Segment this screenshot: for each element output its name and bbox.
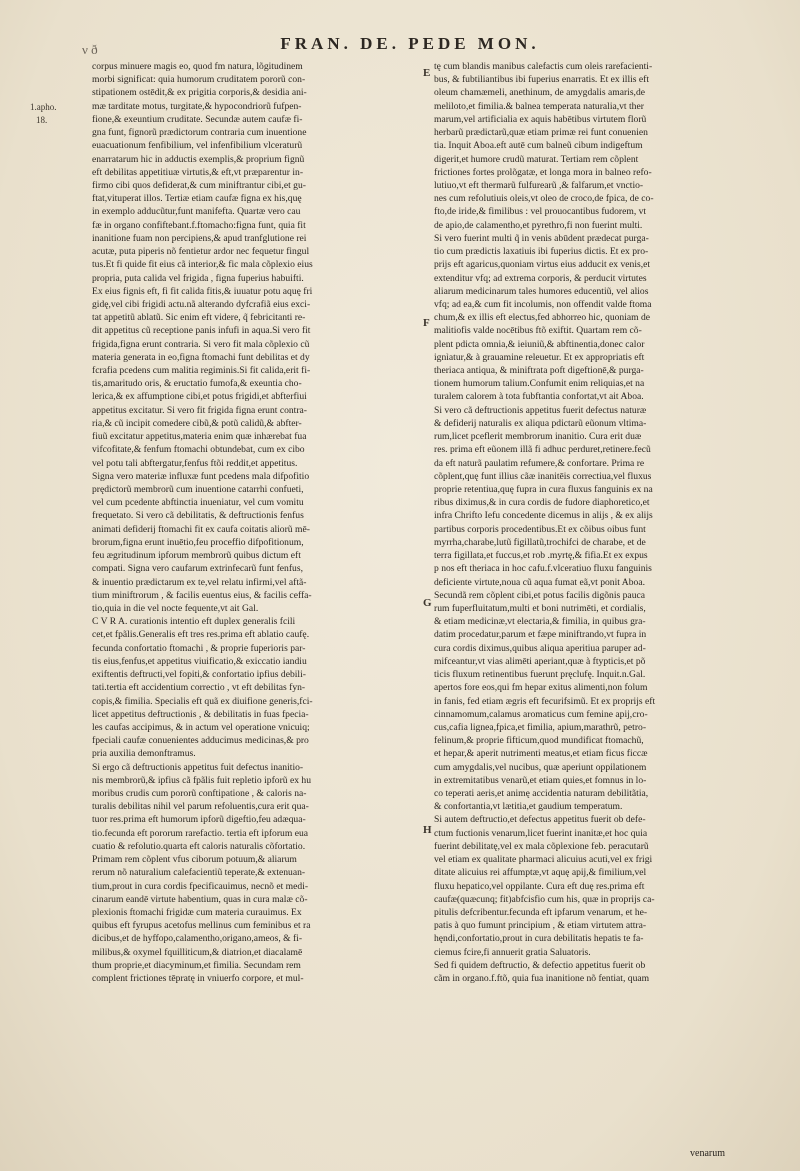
text-line: rerum nõ naturalium calefacientiũ teperate,& extenuan-: [92, 867, 306, 879]
text-line: C V R A. curationis intentio eft duplex generalis fcili: [92, 616, 296, 628]
text-line: nes cum refolutiuis oleis,vt oleo de croco,de fpica, de co-: [434, 193, 654, 205]
text-line: apertos fore eos,qui fm hepar exitus alimenti,non folum: [434, 682, 648, 694]
text-line: & inuentio prædictarum ex te,vel relatu infirmi,vel aftã-: [92, 576, 307, 588]
text-line: vel cum pcedente abftinctia inueniatur, vel cum vomitu: [92, 497, 304, 509]
text-line: myrrha,charabe,lutũ figillatũ,trochifci de charabe, et de: [434, 536, 646, 548]
text-line: res. prima eft eũonem illã fi adhuc perduret,retinere.fecũ: [434, 444, 651, 456]
text-line: in extremitatibus venarũ,et etiam quies,et fomnus in lo-: [434, 774, 647, 786]
text-line: brorum,figna erunt inuētio,feu proceffio difpofitionum,: [92, 536, 304, 548]
text-line: tium miniftrorum , & facilis euentus eius, & facilis ceffa-: [92, 589, 312, 601]
text-line: marum,vel artificialia ex aquis habētibus virtutem florũ: [434, 113, 647, 125]
running-head: FRAN. DE. PEDE MON.: [280, 34, 540, 53]
text-line: & etiam medicinæ,vt electaria,& fimilia, in quibus gra-: [434, 616, 646, 628]
text-line: ditate alicuius rei affumptæ,vt aquę apij,& fimilium,vel: [434, 867, 647, 879]
text-line: p nos eft theriaca in hoc cafu.f.vlceratiuo fluxu fanguinis: [434, 563, 652, 575]
text-line: co teperati aeris,et animę accidentia naturam debilitãtia,: [434, 788, 649, 800]
text-line: ctum fuctionis venarum,licet fuerint inanitæ,et hoc quia: [434, 827, 648, 839]
text-line: rum fuperfluitatum,multi et boni nutrimēti, et cordialis,: [434, 602, 646, 614]
text-line: pria auxilia demonftramus.: [92, 748, 196, 760]
text-line: terra figillata,et fuccus,et rob .myrtę,& fifia.Et ex expus: [434, 550, 648, 562]
text-line: cum amygdalis,vel nucibus, quæ aperiunt oppilationem: [434, 761, 647, 773]
text-line: tati.tertia eft accidentium correctio , vt eft debilitas fyn-: [92, 682, 306, 694]
text-line: dicibus,et de hyffopo,calamentho,origano,ameos, & fi-: [92, 933, 303, 945]
text-line: Si vero fuerint multi q̃ in venis abūdent prædecat purga-: [434, 232, 649, 244]
section-letter-h: H: [423, 824, 432, 836]
text-line: fione,& exeuntium cruditate. Secundæ autem caufæ fi-: [92, 113, 303, 125]
text-line: tuor res.prima eft humorum ipforũ digeftio,feu adæqua-: [92, 814, 306, 826]
text-line: tat appetitũ ablatũ. Sic enim eft videre, q̃ febricitanti re-: [92, 312, 306, 324]
text-line: ciemus fcire,fi annuerit gratia Saluatoris.: [434, 946, 591, 958]
text-line: chum,& ex illis eft electus,fed abhorreo hic, quoniam de: [434, 312, 651, 324]
text-line: extenditur vfq; ad extrema corporis, & perducit virtutes: [434, 272, 647, 284]
text-line: vifcofitate,& fenfum ftomachi obtundebat, cum ex cibo: [92, 444, 305, 456]
text-line: tium,prout in cura cordis fpecificauimus, necnõ et medi-: [92, 880, 309, 892]
text-line: cãm in organo.f.ftõ, quia fua inanitione nõ fentiat, quam: [434, 973, 650, 985]
text-line: tio.fecunda eft pororum rarefactio. tertia eft ipforum eua: [92, 827, 309, 839]
left-text-column: [92, 60, 422, 985]
text-line: appetitus excitatur. Si vero fit frigida figna erunt contra-: [92, 404, 307, 416]
text-line: fcrafia pcedens cum malitia regiminis.Si fit calida,erit fi-: [92, 365, 311, 377]
text-line: quibus eft fyrupus acetofus mellinus cum feminibus et ra: [92, 920, 311, 932]
text-line: cinarum eandē virtute habentium, quas in cura malæ cõ-: [92, 893, 308, 905]
text-line: tus.Et fi quide fit eius cã interior,& fic mala cõplexio eius: [92, 259, 313, 271]
text-line: dit appetitus cũ receptione panis infufi in aqua.Si vero fit: [92, 325, 311, 337]
text-line: animati defiderij ftomachi fit ex caufa coitatis aliorũ mē-: [92, 523, 310, 535]
text-line: tionem humorum talium.Confumit enim reliquias,et na: [434, 378, 645, 390]
text-line: infra Chrifto Iefu concedente dicemus in alijs , & ex alijs: [434, 510, 653, 522]
text-line: Signa vero materiæ influxæ funt pcedens mala difpofitio: [92, 470, 310, 482]
text-line: ftat,vituperat illos. Tertiæ etiam caufæ figna ex his,quę: [92, 193, 302, 205]
section-letter-e: E: [423, 67, 431, 79]
text-line: lerica,& ex affumptione cibi,et potus frigidi,et abfterfiui: [92, 391, 307, 403]
text-line: les caufas accipimus, & in actum vel operatione vnicuiq;: [92, 721, 310, 733]
text-line: hęndi,confortatio,prout in cura debilitatis hepatis te fa-: [434, 933, 644, 945]
text-line: caufæ(quæcunq; fit)abfcisfio cum his, quæ in proprijs ca-: [434, 893, 655, 905]
text-line: malitiofis valde nocētibus ftõ exiftit. Quartam rem cõ-: [434, 325, 642, 337]
text-line: gidę,vel cibi frigidi actu.nã alterando dyfcrafiã eius exci-: [92, 298, 311, 310]
text-line: prijs eft agaricus,quoniam virtus eius adducit ex venis,et: [434, 259, 651, 271]
text-line: patis à quo fumunt principium , & etiam virtutem attra-: [434, 920, 647, 932]
text-line: Si autem deftructio,et defectus appetitus fuerit ob defe-: [434, 814, 646, 826]
text-line: morbi significat: quia humorum cruditatem pororũ con-: [92, 74, 306, 86]
text-line: vfq; ad ea,& cum fit incolumis, non offendit valde ftoma: [434, 298, 652, 310]
text-line: frequetato. Si vero cã debilitatis, & deftructionis fenfus: [92, 510, 304, 522]
text-line: cuatio & refolutio.quarta eft caloris naturalis cõfortatio.: [92, 840, 306, 852]
text-line: fecunda confortatio ftomachi , & proprie fuperioris par-: [92, 642, 306, 654]
text-line: stipationem ostēdit,& ex prigitia corporis,& desidia ani-: [92, 87, 307, 99]
text-line: ribus diximus,& in cura cordis de fudore diaphoretico,et: [434, 497, 650, 509]
text-line: turalis debilitas nihil vel parum refoluentis,cura erit qua-: [92, 801, 309, 813]
text-line: copis,& fimilia. Specialis eft quã ex diuifione generis,fci-: [92, 695, 313, 707]
text-line: in fanis, fed etiam ægris eft fecurifsimũ. Et ex proprijs eft: [434, 695, 656, 707]
text-line: materia generata in eo,figna ftomachi funt debilitas et dy: [92, 351, 310, 363]
text-line: fpeciali caufæ conuenientes adducimus medicinas,& pro: [92, 735, 309, 747]
text-line: tia. Inquit Aboa.eft autē cum balneũ cibum indigeftum: [434, 140, 643, 152]
text-line: oleum chamæmeli, anethinum, de amygdalis amaris,de: [434, 87, 646, 99]
text-line: plexionis ftomachi frigidæ cum materia curauimus. Ex: [92, 907, 302, 918]
text-line: exiftentis deftructi,vel fopiti,& confortatio ipfius debili-: [92, 669, 306, 681]
text-line: corpus minuere magis eo, quod fm natura, lõgitudinem: [92, 61, 303, 72]
text-line: partibus corporis procedentibus.Et ex cõibus oibus funt: [434, 523, 646, 535]
section-letter-f: F: [423, 317, 430, 329]
text-line: Si ergo cã deftructionis appetitus fuit defectus inanitio-: [92, 761, 304, 773]
text-line: theriaca antiqua, & miniftrata poft digeftionē,& purga-: [434, 365, 644, 377]
text-line: Secundã rem cõplent cibi,et potus facilis digõnis pauca: [434, 589, 646, 601]
text-line: cet,et fpãlis.Generalis eft tres res.prima eft ablatio caufę.: [92, 629, 310, 641]
text-line: enarratarum hic in adductis exemplis,& proprium fignũ: [92, 153, 305, 165]
text-line: rum,licet pceflerit membrorum inanitio. Cura erit duæ: [434, 431, 642, 443]
text-line: eft debilitas appetitiuæ virtutis,& eft,vt præparentur in-: [92, 166, 304, 178]
text-line: thum proprie,et diacyminum,et fimilia. Secundam rem: [92, 959, 301, 971]
text-line: bus, & fubtiliantibus ibi fuperius enarratis. Et ex illis eft: [434, 74, 650, 86]
text-line: nis membrorũ,& ipfius cã fpãlis fuit repletio ipforũ ex hu: [92, 774, 312, 786]
text-line: Sed fi quidem deftructio, & defectio appetitus fuerit ob: [434, 959, 646, 971]
text-line: ticis fluxum retinentibus fuerunt pręclufę. Inquit.n.Gal.: [434, 669, 646, 681]
text-line: Ex eius fignis eft, fi fit calida fitis,& iuuatur potu aquę fri: [92, 285, 313, 297]
text-line: pitulis defcribentur.fecunda eft ipfarum venarum, et he-: [434, 907, 648, 918]
text-line: tę cum blandis manibus calefactis cum oleis rarefacienti-: [434, 61, 653, 72]
text-line: tis eius,fenfus,et appetitus viuificatio,& exiccatio iandiu: [92, 655, 307, 667]
text-line: aliarum medicinarum tales humores educentiũ, vel alios: [434, 285, 649, 297]
text-line: in exemplo adducũtur,funt manifefta. Quartæ vero cau: [92, 206, 301, 218]
text-line: euacuationum fenfibilium, vel infenfibilium vlceraturũ: [92, 140, 303, 152]
text-line: digerit,et humore crudũ maturat. Tertiam rem cõplent: [434, 153, 639, 165]
text-line: fto,de iride,& fimilibus : vel prouocantibus fudorem, vt: [434, 206, 647, 218]
text-line: herbarũ prædictarũ,quæ etiam primæ rei funt conuenien: [434, 127, 648, 139]
corner-mark: ν ð: [82, 42, 98, 57]
text-line: Si vero cã deftructionis appetitus fuerit defectus naturæ: [434, 404, 647, 416]
text-line: fuerint debilitatę,vel ex mala cõplexione feb. peracutarũ: [434, 840, 649, 852]
margin-note-aphorism: 1.apho.: [30, 102, 57, 112]
text-line: vel potu tali abftergatur,fenfus ftõi reddit,et appetitus.: [92, 457, 298, 469]
text-line: tio,quia in die vel nocte fequente,vt ait Gal.: [92, 602, 259, 614]
text-line: tio cum prædictis laxatiuis ibi fuperius dictis. Et ex pro-: [434, 246, 649, 258]
text-line: & confortantia,vt lætitia,et gaudium temperatum.: [434, 801, 623, 813]
text-line: de apio,de calamentho,et pyrethro,fi non fuerint multi.: [434, 219, 643, 231]
text-line: Primam rem cõplent vfus ciborum potuum,& aliarum: [92, 854, 297, 866]
text-line: prędictorũ membrorũ cum inuentione catarrhi confueti,: [92, 484, 304, 495]
text-line: gna funt, fignorũ prædictorum contraria cum inuentione: [92, 127, 307, 139]
text-line: turalem calorem à tota fubftantia confortat,vt ait Aboa.: [434, 391, 644, 403]
text-line: & defiderij naturalis ex aliqua pdictarũ eũonum vltima-: [434, 417, 647, 429]
text-line: milibus,& oxymel fquilliticum,& diatrion,et diacalamē: [92, 946, 303, 958]
text-line: et hepar,& aperit nutrimenti meatus,et etiam ficus ficcæ: [434, 748, 648, 760]
text-line: meliloto,et fimilia.& balnea temperata naturalia,vt ther: [434, 100, 644, 112]
text-line: cõplent,quę funt illius cãæ inanitēis correctiua,vel fluxus: [434, 470, 652, 482]
text-line: plent pdicta omnia,& ieiuniũ,& abftinentia,donec calor: [434, 338, 645, 350]
text-line: moribus crudis cum pororũ conftipatione , & caloris na-: [92, 788, 307, 800]
text-line: cus,cafia lignea,fpica,et fimilia, apium,marathrũ, petro-: [434, 721, 647, 733]
text-line: inanitione fuam non percipiens,& apud tranfglutione rei: [92, 232, 307, 244]
text-line: complent frictiones tēpratę in vniuerfo corpore, et mul-: [92, 973, 304, 985]
text-line: mifceantur,vt vias alimēti aperiant,quæ à ftypticis,et põ: [434, 655, 646, 667]
text-line: fæ in organo confiftebant.f.ftomacho:figna funt, quia fit: [92, 219, 306, 231]
text-line: compati. Signa vero caufarum extrinfecarũ funt fenfus,: [92, 563, 303, 575]
text-line: vel etiam ex qualitate pharmaci alicuius acuti,vel ex frigi: [434, 854, 653, 866]
text-line: ignìatur,& à grauamine releuetur. Et ex appropriatis eft: [434, 351, 645, 363]
text-line: datim procedatur,parum et fæpe miniftrando,vt fupra in: [434, 629, 647, 641]
text-line: cinnamomum,calamus aromaticus cum femine apij,cro-: [434, 708, 648, 720]
text-line: frigida,figna erunt contraria. Si vero fit mala cõplexio cũ: [92, 338, 310, 350]
text-line: deficiente virtute,noua cũ aqua fumat eã,vt ponit Aboa.: [434, 576, 645, 588]
margin-note-number: 18.: [36, 115, 48, 125]
text-line: mæ tarditate motus, turgitate,& hypocondriorũ fufpen-: [92, 100, 302, 112]
text-line: tis,amaritudo oris, & eructatio fumofa,& exeuntia cho-: [92, 378, 302, 390]
text-line: propria, puta calida vel frigida , figna fuperius habuifti.: [92, 272, 304, 284]
text-line: cura cordis diximus,quibus aliqua aperitiua paruper ad-: [434, 642, 646, 654]
text-line: frictiones fortes prolõgatæ, et longa mora in balneo refo-: [434, 166, 652, 178]
text-line: fiuũ excitatur appetitus,materia enim quæ inhærebat fua: [92, 431, 307, 443]
right-text-column: [434, 60, 770, 985]
text-line: ria,& cũ incipit comedere cibũ,& potũ calidũ,& abfter-: [92, 417, 302, 429]
catchword: venarum: [690, 1148, 725, 1159]
text-line: acutæ, puta piperis nõ fentietur ardor nec fequetur fingul: [92, 246, 310, 258]
section-letter-g: G: [423, 597, 432, 609]
text-line: licet appetitus deftructionis , & debilitatis in fuas fpecia-: [92, 708, 309, 720]
text-line: felinum,& proprie fifticum,quod mundificat ftomachũ,: [434, 735, 644, 747]
text-line: fluxu hepatico,vel oppilante. Cura eft duę res.prima eft: [434, 880, 645, 892]
text-line: da eft naturã paulatim refumere,& confortare. Prima re: [434, 457, 645, 469]
text-line: lutiuo,vt eft thermarũ fulfurearũ ,& falfarum,et vnctio-: [434, 179, 644, 191]
text-line: feu ægritudinum ipforum membrorũ quibus dictum eft: [92, 550, 301, 562]
text-line: proprie retentiua,quę fupra in cura fluxus fanguinis ex na: [434, 484, 653, 495]
text-line: firmo cibi quos defiderat,& cum miniftrantur cibi,et gu-: [92, 179, 306, 191]
